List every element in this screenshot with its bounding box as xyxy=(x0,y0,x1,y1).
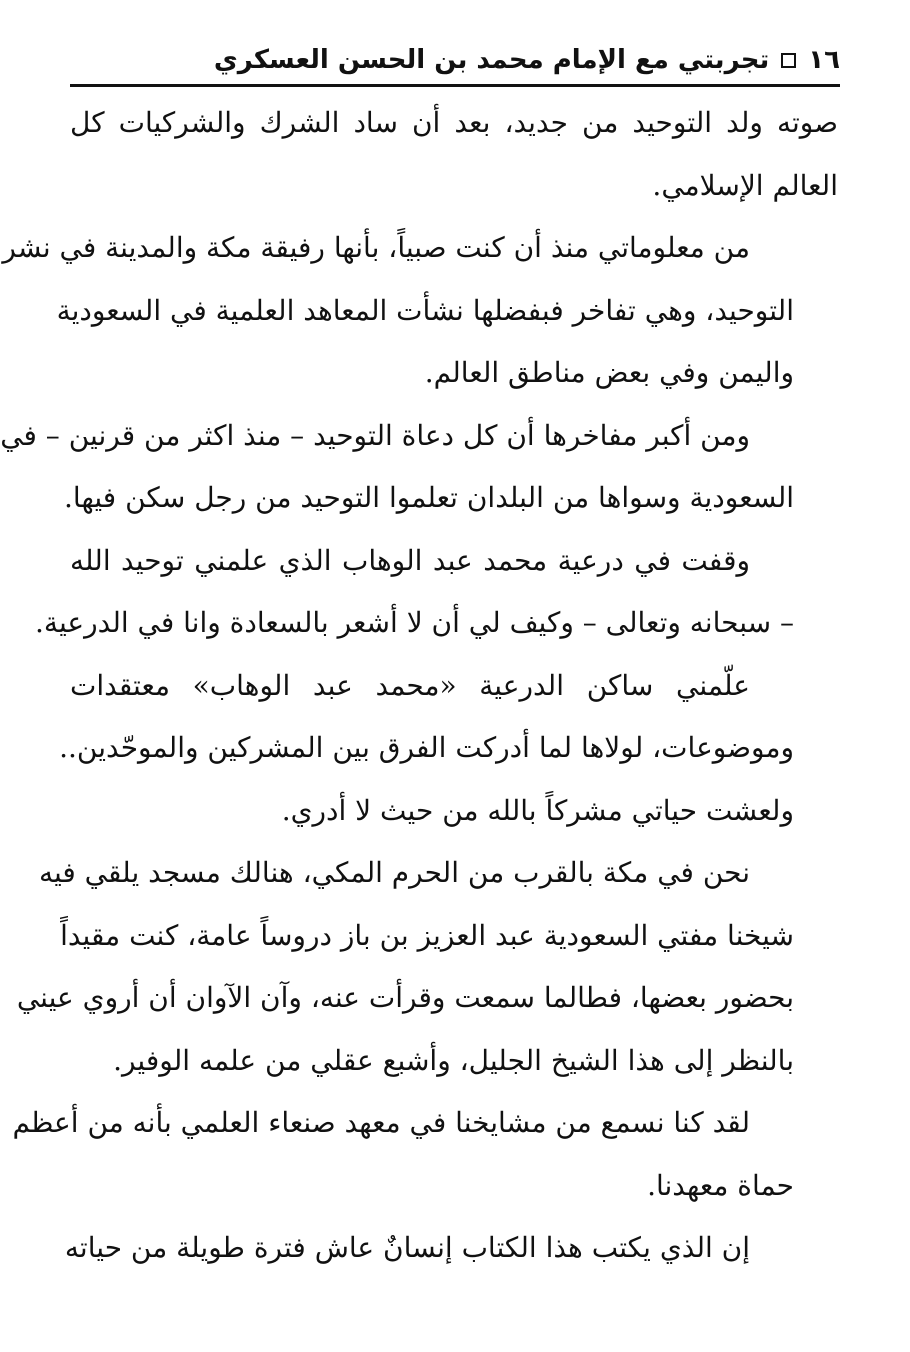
page-number: ١٦ xyxy=(808,45,840,75)
text-line: صوته ولد التوحيد من جديد، بعد أن ساد الشرك والشركيات كل xyxy=(70,106,838,139)
text-line: ولعشت حياتي مشركاً بالله من حيث لا أدري. xyxy=(281,793,794,827)
paragraph xyxy=(35,530,838,655)
paragraph xyxy=(16,842,838,1092)
page-header xyxy=(70,38,840,82)
text-line: السعودية وسواها من البلدان تعلموا التوحيد من رجل سكن فيها. xyxy=(64,481,794,514)
square-ornament-icon xyxy=(781,53,796,68)
text-line: علّمني ساكن الدرعية «محمد عبد الوهاب» معتقدات xyxy=(70,668,750,702)
text-line: شيخنا مفتي السعودية عبد العزيز بن باز دروساً عامة، كنت مقيداً xyxy=(60,918,794,952)
text-line: من معلوماتي منذ أن كنت صبياً، بأنها رفيقة مكة والمدينة في نشر xyxy=(2,231,750,264)
text-line: ومن أكبر مفاخرها أن كل دعاة التوحيد – منذ اكثر من قرنين – في xyxy=(0,418,750,452)
text-line: حماة معهدنا. xyxy=(647,1168,794,1202)
text-line: بالنظر إلى هذا الشيخ الجليل، وأشبع عقلي من علمه الوفير. xyxy=(113,1043,794,1077)
text-line: – سبحانه وتعالى – وكيف لي أن لا أشعر بالسعادة وانا في الدرعية. xyxy=(35,606,794,639)
text-line: التوحيد، وهي تفاخر فبفضلها نشأت المعاهد العلمية في السعودية xyxy=(56,293,794,327)
running-title: تجربتي مع الإمام محمد بن الحسن العسكري xyxy=(213,45,770,75)
header-rule xyxy=(70,84,840,87)
text-line: إن الذي يكتب هذا الكتاب إنسانٌ عاش فترة طويلة من حياته xyxy=(64,1231,750,1264)
text-line: نحن في مكة بالقرب من الحرم المكي، هنالك مسجد يلقي فيه xyxy=(38,856,750,889)
paragraph xyxy=(59,655,838,843)
text-line: وقفت في درعية محمد عبد الوهاب الذي علمني توحيد الله xyxy=(70,543,750,577)
text-line: لقد كنا نسمع من مشايخنا في معهد صنعاء العلمي بأنه من أعظم xyxy=(12,1106,750,1139)
text-line: وموضوعات، لولاها لما أدركت الفرق بين المشركين والموحّدين.. xyxy=(59,731,794,764)
paragraph xyxy=(12,1092,838,1217)
paragraph xyxy=(70,92,838,217)
paragraph xyxy=(2,217,838,405)
paragraph xyxy=(64,1217,838,1280)
body-text xyxy=(0,92,838,1280)
paragraph xyxy=(0,405,838,530)
text-line: بحضور بعضها، فطالما سمعت وقرأت عنه، وآن الآوان أن أروي عيني xyxy=(16,981,794,1014)
text-line: العالم الإسلامي. xyxy=(652,168,838,202)
text-line: واليمن وفي بعض مناطق العالم. xyxy=(424,356,794,389)
